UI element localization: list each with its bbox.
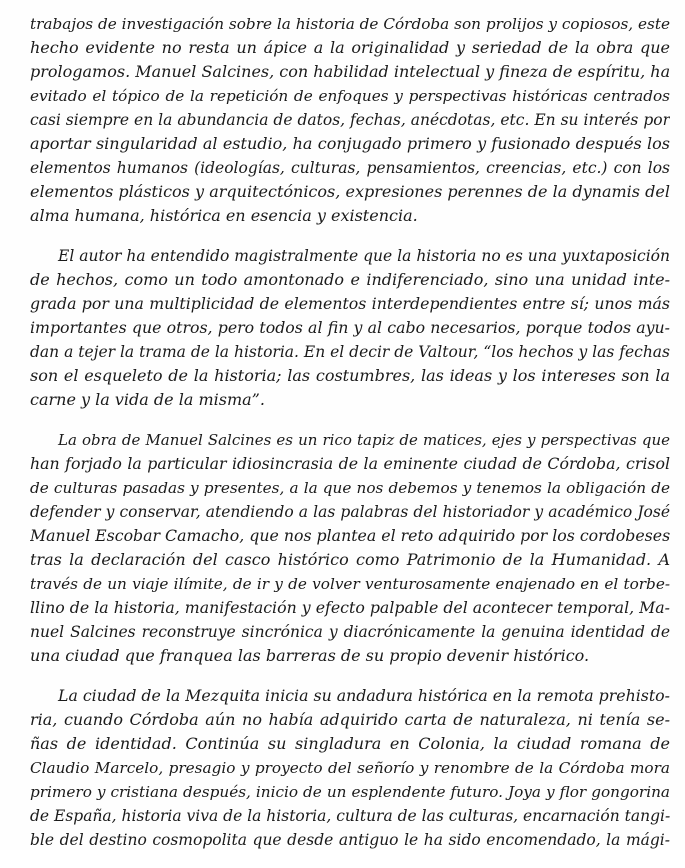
body-text <box>30 12 670 868</box>
text-line: aportar singularidad al estudio, ha conjugado primero y fusionado después los <box>30 134 670 153</box>
text-line: evitado el tópico de la repetición de enfoques y perspectivas históricas centrados <box>30 87 670 105</box>
text-line: ñas de identidad. Continúa su singladura en Colonia, la ciudad romana de <box>30 734 670 753</box>
text-line: llino de la historia, manifestación y efecto palpable del acontecer temporal, Ma- <box>30 598 670 617</box>
paragraph-3 <box>30 428 670 668</box>
text-line: La obra de Manuel Salcines es un rico tapiz de matices, ejes y perspectivas que <box>58 431 670 449</box>
text-line: elementos plásticos y arquitectónicos, expresiones perennes de la dynamis del <box>30 182 670 201</box>
text-line: dan a tejer la trama de la historia. En el decir de Valtour, “los hechos y las fechas <box>30 343 670 361</box>
text-line: primero y cristiana después, inicio de un esplendente futuro. Joya y flor gongorina <box>30 783 670 801</box>
text-line: han forjado la particular idiosincrasia de la eminente ciudad de Córdoba, crisol <box>30 454 670 473</box>
text-line: Manuel Escobar Camacho, que nos plantea el reto adquirido por los cordobeses <box>30 526 670 545</box>
text-line: importantes que otros, pero todos al fin y al cabo necesarios, porque todos ayu- <box>30 318 670 337</box>
text-line: casi siempre en la abundancia de datos, fechas, anécdotas, etc. En su interés por <box>30 111 670 129</box>
text-line: defender y conservar, atendiendo a las palabras del historiador y académico José <box>30 503 670 521</box>
text-line: hecho evidente no resta un ápice a la originalidad y seriedad de la obra que <box>30 38 670 57</box>
text-line: de España, historia viva de la historia, cultura de las culturas, encarnación tangi- <box>30 807 670 825</box>
text-line: de culturas pasadas y presentes, a la que nos debemos y tenemos la obligación de <box>30 479 670 497</box>
text-line: nuel Salcines reconstruye sincrónica y diacrónicamente la genuina identidad de <box>30 623 670 641</box>
text-line: Claudio Marcelo, presagio y proyecto del señorío y renombre de la Córdoba mora <box>30 759 670 777</box>
text-line: ble del destino cosmopolita que desde antiguo le ha sido encomendado, la mági- <box>30 831 670 849</box>
text-line: tras la declaración del casco histórico como Patrimonio de la Humanidad. A <box>30 550 670 569</box>
paragraph-4 <box>30 684 670 852</box>
text-line: El autor ha entendido magistralmente que la historia no es una yuxtaposición <box>58 247 670 265</box>
text-line: una ciudad que franquea las barreras de su propio devenir histórico. <box>30 646 590 665</box>
paragraph-2 <box>30 244 670 412</box>
text-line: trabajos de investigación sobre la historia de Córdoba son prolijos y copiosos, este <box>30 15 670 33</box>
text-line: prologamos. Manuel Salcines, con habilidad intelectual y fineza de espíritu, ha <box>30 62 670 81</box>
text-line: grada por una multiplicidad de elementos interdependientes entre sí; unos más <box>30 294 670 313</box>
text-line: La ciudad de la Mezquita inicia su andadura histórica en la remota prehisto- <box>58 686 670 705</box>
text-line: elementos humanos (ideologías, culturas, pensamientos, creencias, etc.) con los <box>30 159 670 177</box>
paragraph-1 <box>30 12 670 228</box>
text-line: de hechos, como un todo amontonado e indiferenciado, sino una unidad inte- <box>30 270 670 289</box>
text-line: son el esqueleto de la historia; las costumbres, las ideas y los intereses son la <box>30 366 670 385</box>
text-line: carne y la vida de la misma”. <box>30 390 265 409</box>
text-line: través de un viaje ilímite, de ir y de volver venturosamente enajenado en el torbe- <box>30 575 670 593</box>
text-line: ria, cuando Córdoba aún no había adquirido carta de naturaleza, ni tenía se- <box>30 710 670 729</box>
text-line: alma humana, histórica en esencia y existencia. <box>30 206 418 225</box>
